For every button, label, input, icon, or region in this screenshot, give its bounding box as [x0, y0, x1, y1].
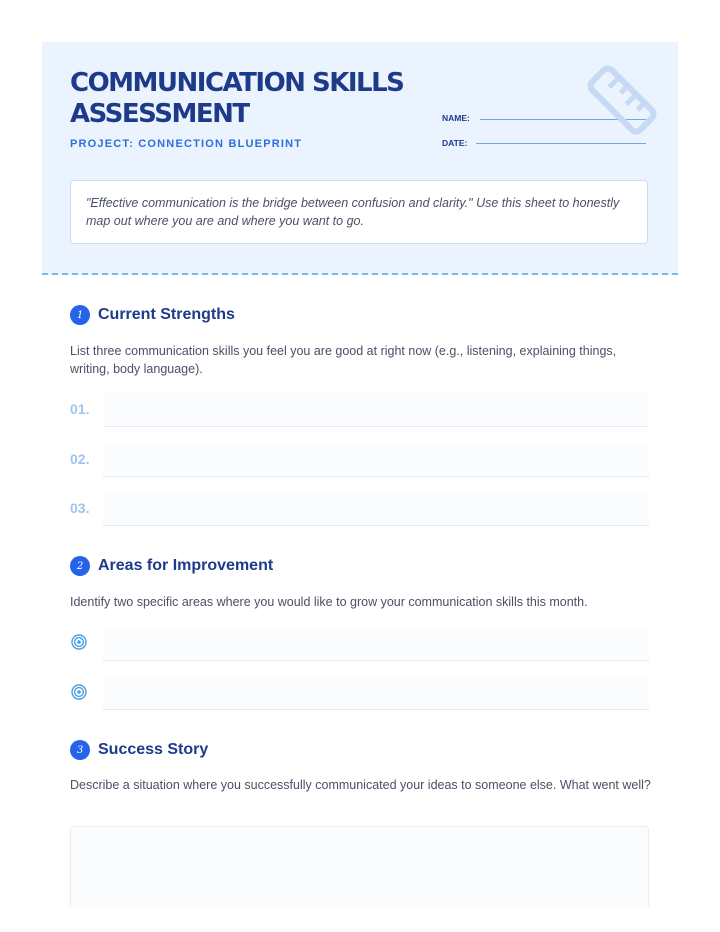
date-field[interactable]: [476, 143, 646, 144]
success-story-textarea[interactable]: [70, 826, 649, 906]
section-3-description: Describe a situation where you successfully communicated your ideas to someone else. What went well?: [70, 778, 651, 792]
intro-quote-box: "Effective communication is the bridge between confusion and clarity." Use this sheet to honestly map out where you are and where you want to go.: [70, 180, 648, 244]
date-label: DATE:: [442, 138, 468, 148]
strength-1-input[interactable]: [103, 392, 649, 427]
improvement-2-input[interactable]: [103, 675, 649, 710]
section-1-header: [70, 305, 235, 325]
section-2-header: [70, 556, 273, 576]
section-1-badge: 1: [70, 305, 90, 325]
improvement-1-input[interactable]: [103, 626, 649, 661]
strength-2-label: 02.: [70, 451, 90, 467]
section-1-description: List three communication skills you feel you are good at right now (e.g., listening, explaining things, writing, body language).: [70, 344, 617, 376]
section-2-badge: 2: [70, 556, 90, 576]
title-line-1: COMMUNICATION SKILLS: [70, 68, 404, 98]
section-1-title: Current Strengths: [98, 306, 235, 323]
strength-2-input[interactable]: [103, 442, 649, 477]
section-3-badge: 3: [70, 740, 90, 760]
target-icon: [71, 634, 87, 650]
ruler-icon: [580, 58, 664, 142]
title-line-2: ASSESSMENT: [70, 99, 249, 129]
section-3-header: [70, 740, 208, 760]
section-2-description: Identify two specific areas where you would like to grow your communication skills this month.: [70, 595, 588, 609]
page-title: [70, 68, 430, 130]
section-2-title: Areas for Improvement: [98, 557, 274, 574]
strength-3-label: 03.: [70, 500, 90, 516]
header-panel: [42, 42, 678, 275]
strength-1-label: 01.: [70, 401, 90, 417]
name-label: NAME:: [442, 113, 470, 123]
section-3-title: Success Story: [98, 741, 209, 758]
target-icon: [71, 684, 87, 700]
strength-3-input[interactable]: [103, 491, 649, 526]
project-subtitle: PROJECT: CONNECTION BLUEPRINT: [70, 138, 303, 150]
